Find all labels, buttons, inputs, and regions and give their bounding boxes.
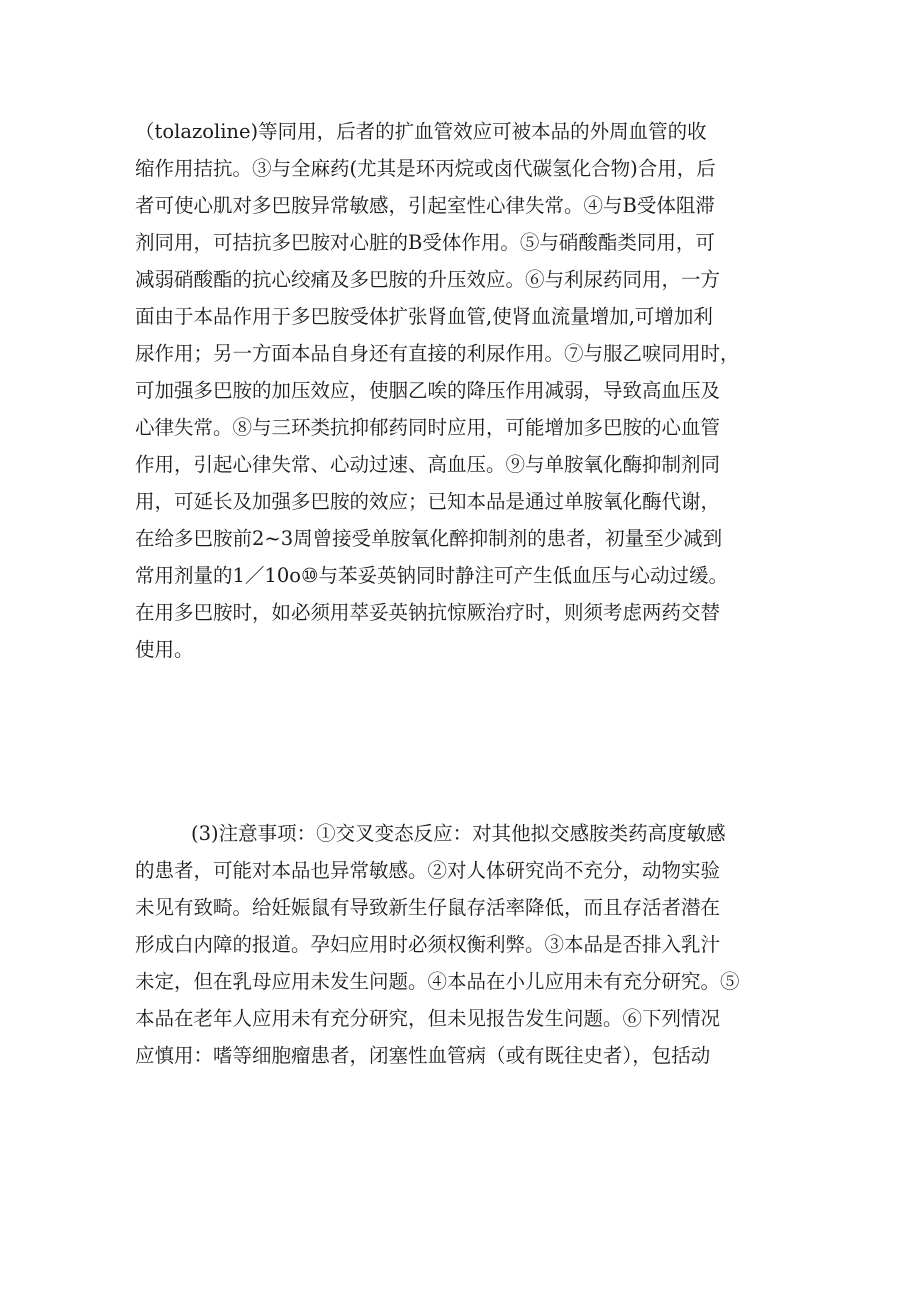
text-line: 尿作用；另一方面本品自身还有直接的利尿作用。⑦与服乙唳同用时，: [135, 342, 740, 365]
text-line: 缩作用拮抗。③与全麻药(尤其是环丙烷或卤代碳氢化合物)合用，后: [135, 157, 716, 180]
text-line: 可加强多巴胺的加压效应，使胭乙唉的降压作用减弱，导致高血压及: [135, 379, 721, 402]
text-line: （tolazoline)等同用，后者的扩血管效应可被本品的外周血管的收: [135, 120, 707, 143]
text-line: 者可使心肌对多巴胺异常敏感，引起室性心律失常。④与B受体阻滞: [135, 194, 715, 217]
text-line: 在用多巴胺时，如必须用萃妥英钠抗惊厥治疗时，则须考虑两药交替: [135, 601, 721, 624]
text-line: 形成白内障的报道。孕妇应用时必须权衡利弊。③本品是否排入乳汁: [135, 933, 721, 956]
text-line: 剂同用，可拮抗多巴胺对心脏的B受体作用。⑤与硝酸酯类同用，可: [135, 231, 715, 254]
text-line: 未定，但在乳母应用未发生问题。④本品在小儿应用未有充分研究。⑤: [135, 970, 740, 993]
text-line: 减弱硝酸酯的抗心绞痛及多巴胺的升压效应。⑥与利尿药同用，一方: [135, 268, 721, 291]
paragraph-precautions: [135, 815, 815, 1074]
text-line: 的患者，可能对本品也异常敏感。②对人体研究尚不充分，动物实验: [135, 859, 721, 882]
text-line: 作用，引起心律失常、心动过速、高血压。⑨与单胺氧化酶抑制剂同: [135, 453, 721, 476]
text-line: 未见有致畸。给妊娠鼠有导致新生仔鼠存活率降低，而且存活者潜在: [135, 896, 721, 919]
text-line: 应慎用：嗜等细胞瘤患者，闭塞性血管病（或有既往史者），包括动: [135, 1044, 711, 1067]
text-line: 本品在老年人应用未有充分研究，但未见报告发生问题。⑥下列情况: [135, 1007, 721, 1030]
text-line: (3)注意事项：①交叉变态反应：对其他拟交感胺类药高度敏感: [191, 822, 726, 845]
text-line: 用，可延长及加强多巴胺的效应；已知本品是通过单胺氧化酶代谢，: [135, 490, 721, 513]
text-line: 心律失常。⑧与三环类抗抑郁药同时应用，可能增加多巴胺的心血管: [135, 416, 721, 439]
text-line: 在给多巴胺前2~3周曾接受单胺氧化醉抑制剂的患者，初量至少减到: [135, 527, 723, 550]
text-line: 常用剂量的1／10o⑩与苯妥英钠同时静注可产生低血压与心动过缓。: [135, 564, 728, 587]
text-line: 面由于本品作用于多巴胺受体扩张肾血管,使肾血流量增加,可增加利: [135, 305, 713, 328]
text-line: 使用。: [135, 638, 194, 661]
paragraph-drug-interactions: [135, 113, 815, 668]
